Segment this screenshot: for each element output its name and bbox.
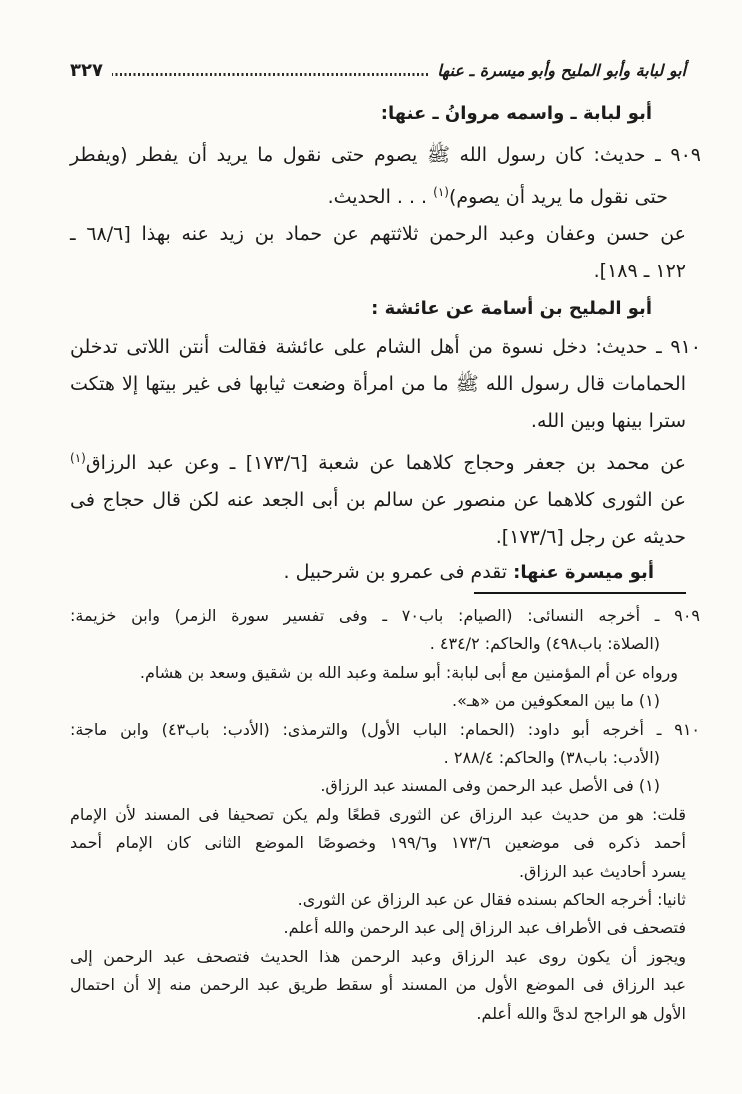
dotted-leader-rule [112,73,428,76]
footnote-marker-1: (١) [433,185,449,199]
hadith-910 [70,329,701,440]
footnote-line: ورواه عن أم المؤمنين مع أبى لبابة: أبو سلمة وعبد الله بن شقيق وسعد بن هشام. [139,662,678,682]
abu-maysara-text: تقدم فى عمرو بن شرحبيل . [283,561,514,583]
hadith-910-line-3: سترا بينها وبين الله. [530,410,686,432]
hadith-909-line-2-text: حتى نقول ما يريد أن يصوم) [448,186,668,208]
footnote-line: ويجوز أن يكون روى عبد الرزاق وعبد الرحمن هذا الحديث فتصحف عبد الرحمن إلى [70,946,686,966]
footnote-line: عبد الرزاق فى الموضع الأول من المسند أو سقط طريق عبد الرحمن منه إلا أن احتمال [70,975,686,995]
hadith-909-line-2-tail: . . . الحديث. [327,186,434,208]
hadith-910-isnad-line-1 [70,440,686,482]
running-header [70,60,686,81]
hadith-910-isnad-line-3: حديثه عن رجل [١٧٣/٦]. [495,526,686,548]
hadith-909-line-2 [70,174,686,216]
page-number: ٣٢٧ [70,60,103,81]
footnotes-block [70,602,700,1028]
hadith-910-isnad-line-2: عن الثورى كلاهما عن منصور عن سالم بن أبى الجعد عنه لكن قال حجاج فى [70,489,686,511]
footnote-line: قلت: هو من حديث عبد الرزاق عن الثورى قطعًا ولم يكن تصحيفا فى المسند لأن الإمام [70,804,686,824]
footnote-marker-1b: (١) [70,451,86,465]
running-header-title: أبو لبابة وأبو المليح وأبو ميسرة ـ عنها [437,61,686,80]
hadith-910-line-2: الحمامات قال رسول الله ﷺ ما من امرأة وضعت ثيابها فى غير بيتها إلا هتكت [70,373,686,395]
footnote-line: ثانيا: أخرجه الحاكم بسنده فقال عن عبد الرزاق عن الثورى. [297,890,686,910]
footnote-line: (١) ما بين المعكوفين من «هـ». [451,691,660,711]
hadith-910-isnad-line-1-text: عن محمد بن جعفر وحجاج كلاهما عن شعبة [١٧٣/٦] ـ وعن عبد الرزاق [85,452,686,474]
footnote-line: ٩١٠ ـ أخرجه أبو داود: (الحمام: الباب الأول) والترمذى: (الأدب: باب٤٣) وابن ماجة: [70,719,700,739]
section-abu-maysara [70,558,686,587]
section-heading-abu-almalih: أبو المليح بن أسامة عن عائشة : [371,298,652,319]
footnote-line: أحمد ذكره فى موضعين ١٧٣/٦ و١٩٩/٦ وخصوصًا الموضع الثانى كان الإمام أحمد [70,833,687,853]
page-content [70,0,701,1028]
hadith-909 [70,137,701,290]
footnote-separator-rule [474,592,686,594]
footnote-line: (الصلاة: باب٤٩٨) والحاكم: ٤٣٤/٢ . [429,634,660,654]
hadith-910-isnad [70,440,686,556]
footnote-line: يسرد أحاديث عبد الرزاق. [518,861,686,881]
footnote-line: (١) فى الأصل عبد الرحمن وفى المسند عبد الرزاق. [320,776,660,796]
section-heading-abu-lubaba: أبو لبابة ـ واسمه مروانُ ـ عنها: [380,103,652,124]
footnote-line: الأول هو الراجح لدىَّ والله أعلم. [476,1003,686,1023]
hadith-910-line-1: ٩١٠ ـ حديث: دخل نسوة من أهل الشام على عائشة فقالت أنتن اللاتى تدخلن [70,336,701,358]
hadith-909-line-1: ٩٠٩ ـ حديث: كان رسول الله ﷺ يصوم حتى نقول ما يريد أن يفطر (ويفطر [70,144,701,166]
hadith-909-isnad-line-2: ١٢٢ ـ ١٨٩]. [593,260,686,282]
footnote-line: ٩٠٩ ـ أخرجه النسائى: (الصيام: باب٧٠ ـ وفى تفسير سورة الزمر) وابن خزيمة: [70,606,700,625]
footnote-line: فتصحف فى الأطراف عبد الرزاق إلى عبد الرحمن والله أعلم. [283,918,686,938]
footnote-line: (الأدب: باب٣٨) والحاكم: ٢٨٨/٤ . [443,748,660,768]
hadith-909-isnad-line-1: عن حسن وعفان وعبد الرحمن ثلاثتهم عن حماد بن زيد عنه بهذا [٦٨/٦ ـ [70,223,686,245]
section-heading-abu-maysara: أبو ميسرة عنها: [513,562,654,583]
